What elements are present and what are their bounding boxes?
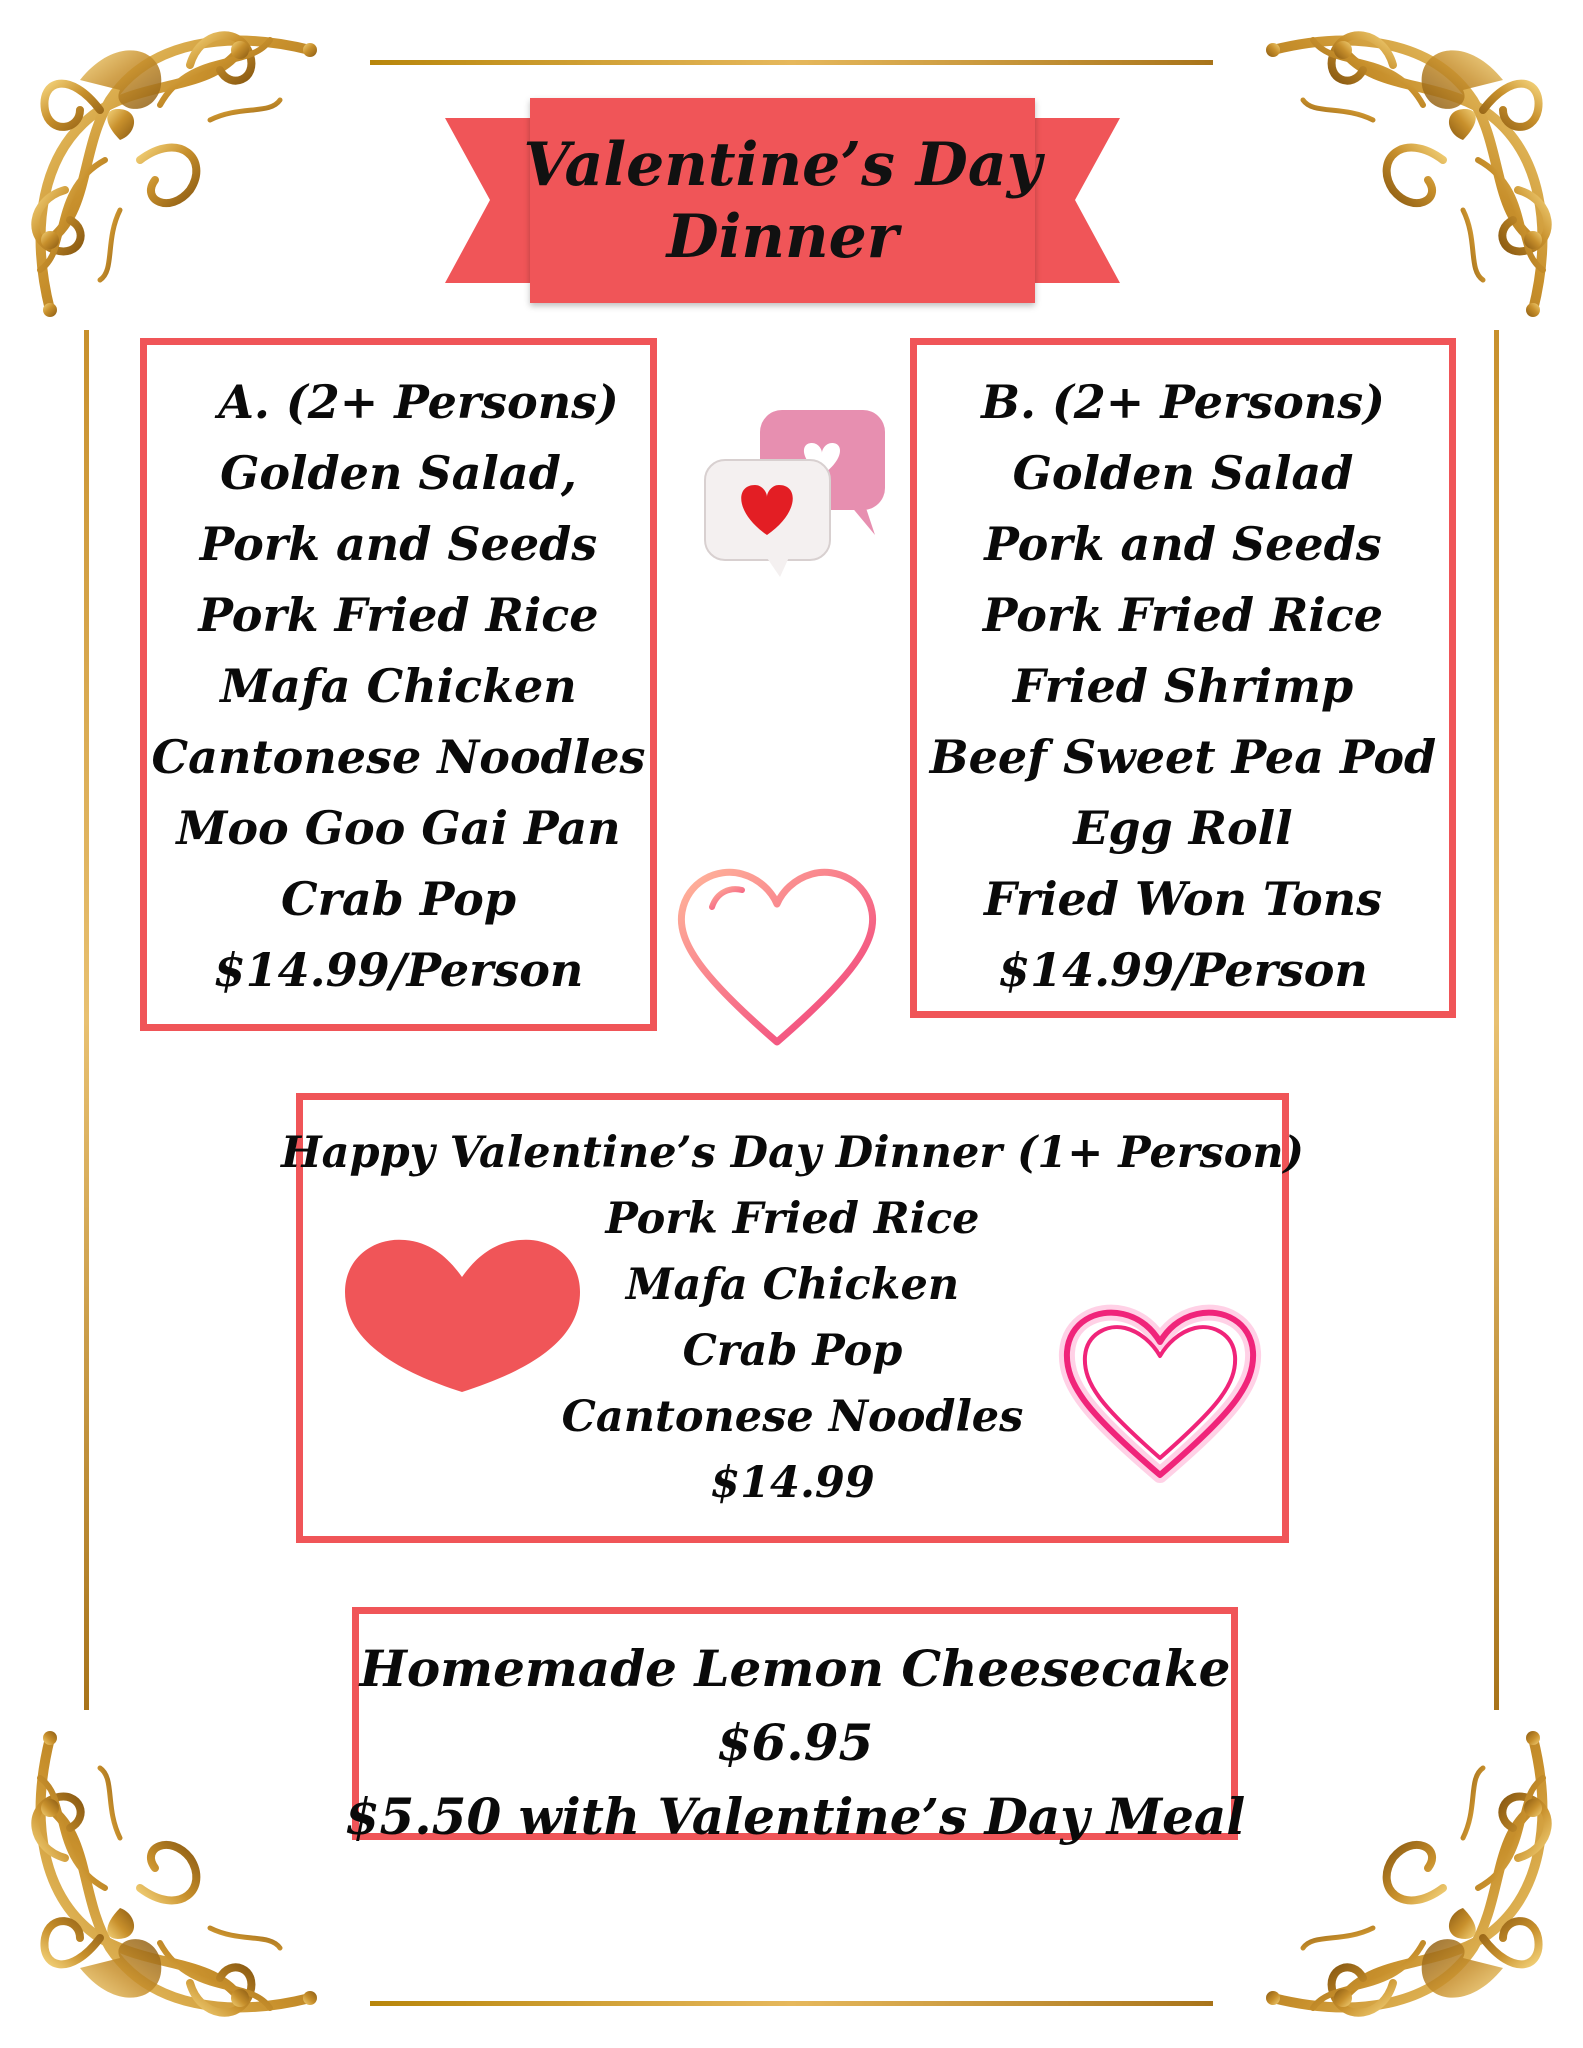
menu-a-item: Crab Pop (280, 872, 517, 926)
menu-a-price: $14.99/Person (213, 943, 584, 997)
menu-b-box (910, 338, 1456, 1018)
neon-heart-icon (1055, 1300, 1265, 1485)
filigree-corner-icon (1243, 10, 1573, 340)
menu-a-box (140, 338, 657, 1031)
menu-c-price: $14.99 (710, 1458, 875, 1508)
dessert-discount: $5.50 with Valentine’s Day Meal (344, 1787, 1246, 1846)
frame-bottom-line (370, 2001, 1213, 2006)
dessert-box (344, 1607, 1246, 1846)
menu-b-item: Fried Shrimp (1012, 659, 1354, 713)
menu-c-item: Cantonese Noodles (561, 1392, 1024, 1442)
menu-b-price: $14.99/Person (998, 943, 1368, 997)
page-title-line2: Dinner (666, 201, 899, 272)
filigree-corner-icon (1243, 1708, 1573, 2038)
menu-b-item: Egg Roll (1073, 801, 1293, 855)
solid-heart-icon (340, 1232, 585, 1397)
frame-top-line (370, 60, 1213, 65)
menu-c-header: Happy Valentine’s Day Dinner (1+ Person) (281, 1128, 1304, 1178)
menu-a-item: Pork and Seeds (199, 517, 598, 571)
banner-panel (523, 98, 1042, 303)
menu-c-item: Mafa Chicken (625, 1260, 960, 1310)
frame-left-line (84, 330, 89, 1710)
menu-a-item: Cantonese Noodles (151, 730, 646, 784)
menu-b-item: Golden Salad (1012, 446, 1354, 500)
menu-a-item: Mafa Chicken (220, 659, 577, 713)
page-title-line1: Valentine’s Day (523, 129, 1042, 200)
title-banner (445, 98, 1120, 303)
menu-a-item: Pork Fried Rice (198, 588, 599, 642)
menu-a-item: Golden Salad, (220, 446, 577, 500)
menu-b-item: Fried Won Tons (983, 872, 1383, 926)
dessert-price: $6.95 (716, 1713, 874, 1772)
menu-b-item: Pork Fried Rice (982, 588, 1384, 642)
menu-b-item: Pork and Seeds (984, 517, 1382, 571)
menu-b-item: Beef Sweet Pea Pod (929, 730, 1437, 784)
dessert-name: Homemade Lemon Cheesecake (359, 1639, 1231, 1698)
menu-b-header: B. (2+ Persons) (981, 375, 1385, 429)
menu-c-item: Pork Fried Rice (605, 1194, 980, 1244)
frame-right-line (1494, 330, 1499, 1710)
filigree-corner-icon (10, 10, 340, 340)
outline-heart-icon (672, 862, 882, 1052)
filigree-corner-icon (10, 1708, 340, 2038)
menu-a-item: Moo Goo Gai Pan (176, 801, 621, 855)
menu-c-item: Crab Pop (682, 1326, 903, 1376)
heart-chat-icon (700, 405, 890, 580)
menu-a-header: A. (2+ Persons) (218, 375, 619, 429)
